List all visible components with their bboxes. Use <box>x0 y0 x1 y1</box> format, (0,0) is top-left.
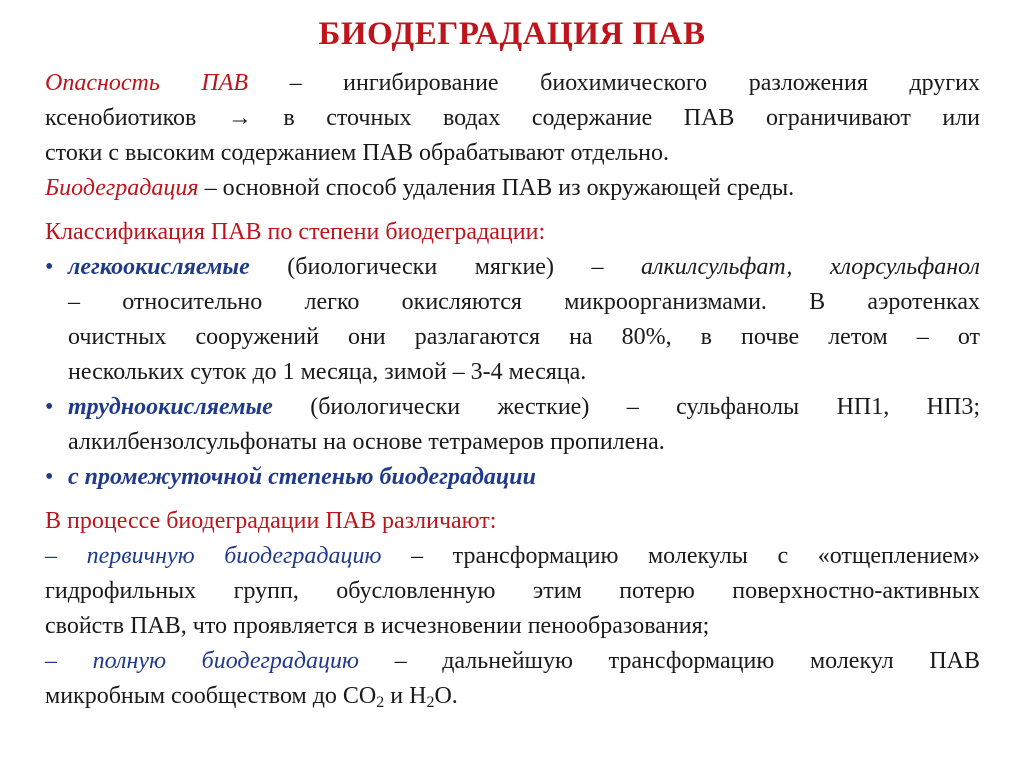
bullet-icon: • <box>45 254 54 280</box>
process-heading: В процессе биодеградации ПАВ различают: <box>45 508 497 534</box>
hard-line2: алкилбензолсульфонаты на основе тетрамеров пропилена. <box>68 429 665 455</box>
complete-line1: – дальнейшую трансформацию молекул ПАВ <box>358 648 980 674</box>
hazard-line1: – ингибирование биохимического разложения других <box>248 70 980 96</box>
easy-line2: – относительно легко окисляются микроорганизмами. В аэротенках <box>68 289 980 315</box>
primary-line2: гидрофильных групп, обусловленную этим потерю поверхностно-активных <box>45 578 980 604</box>
classification-heading: Классификация ПАВ по степени биодеградации: <box>45 219 546 245</box>
complete-dash: – <box>45 648 93 674</box>
classification-item-easy <box>45 250 980 390</box>
process-item-complete <box>45 644 980 714</box>
easy-line3: очистных сооружений они разлагаются на 80%, в почве летом – от <box>68 324 980 350</box>
hard-line1: (биологически жесткие) – сульфанолы НП1, НП3; <box>272 394 980 420</box>
easy-plain: (биологически мягкие) – <box>249 254 642 280</box>
slide-body <box>45 66 980 714</box>
classification-item-hard <box>45 390 980 460</box>
hazard-line2: ксенобиотиков → в сточных водах содержание ПАВ ограничивают или <box>45 105 980 131</box>
primary-line1: – трансформацию молекулы с «отщеплением» <box>381 543 981 569</box>
primary-term: первичную биодеградацию <box>86 543 382 569</box>
easy-term: легкоокисляемые <box>68 254 250 280</box>
hazard-line3: стоки с высоким содержанием ПАВ обрабатывают отдельно. <box>45 140 670 166</box>
biodegradation-paragraph <box>45 171 980 206</box>
intermediate-term: с промежуточной степенью биодеградации <box>68 464 536 490</box>
classification-item-intermediate <box>45 460 980 495</box>
hazard-term: Опасность ПАВ <box>45 70 249 96</box>
primary-dash: – <box>45 543 87 569</box>
process-item-primary <box>45 539 980 644</box>
biodegradation-term: Биодеградация <box>45 175 199 201</box>
easy-examples: алкилсульфат, хлорсульфанол <box>641 254 981 280</box>
slide-title: БИОДЕГРАДАЦИЯ ПАВ <box>318 16 706 52</box>
biodegradation-text: – основной способ удаления ПАВ из окружающей среды. <box>198 175 795 201</box>
complete-term: полную биодеградацию <box>92 648 359 674</box>
easy-line4: нескольких суток до 1 месяца, зимой – 3-4 месяца. <box>68 359 587 385</box>
hard-term: трудноокисляемые <box>68 394 273 420</box>
bullet-icon: • <box>45 464 54 490</box>
bullet-icon: • <box>45 394 54 420</box>
primary-line3: свойств ПАВ, что проявляется в исчезновении пенообразования; <box>45 613 710 639</box>
complete-line2: микробным сообществом до $CO_2$ и $H_2O$. <box>45 683 458 711</box>
hazard-paragraph <box>45 66 980 171</box>
